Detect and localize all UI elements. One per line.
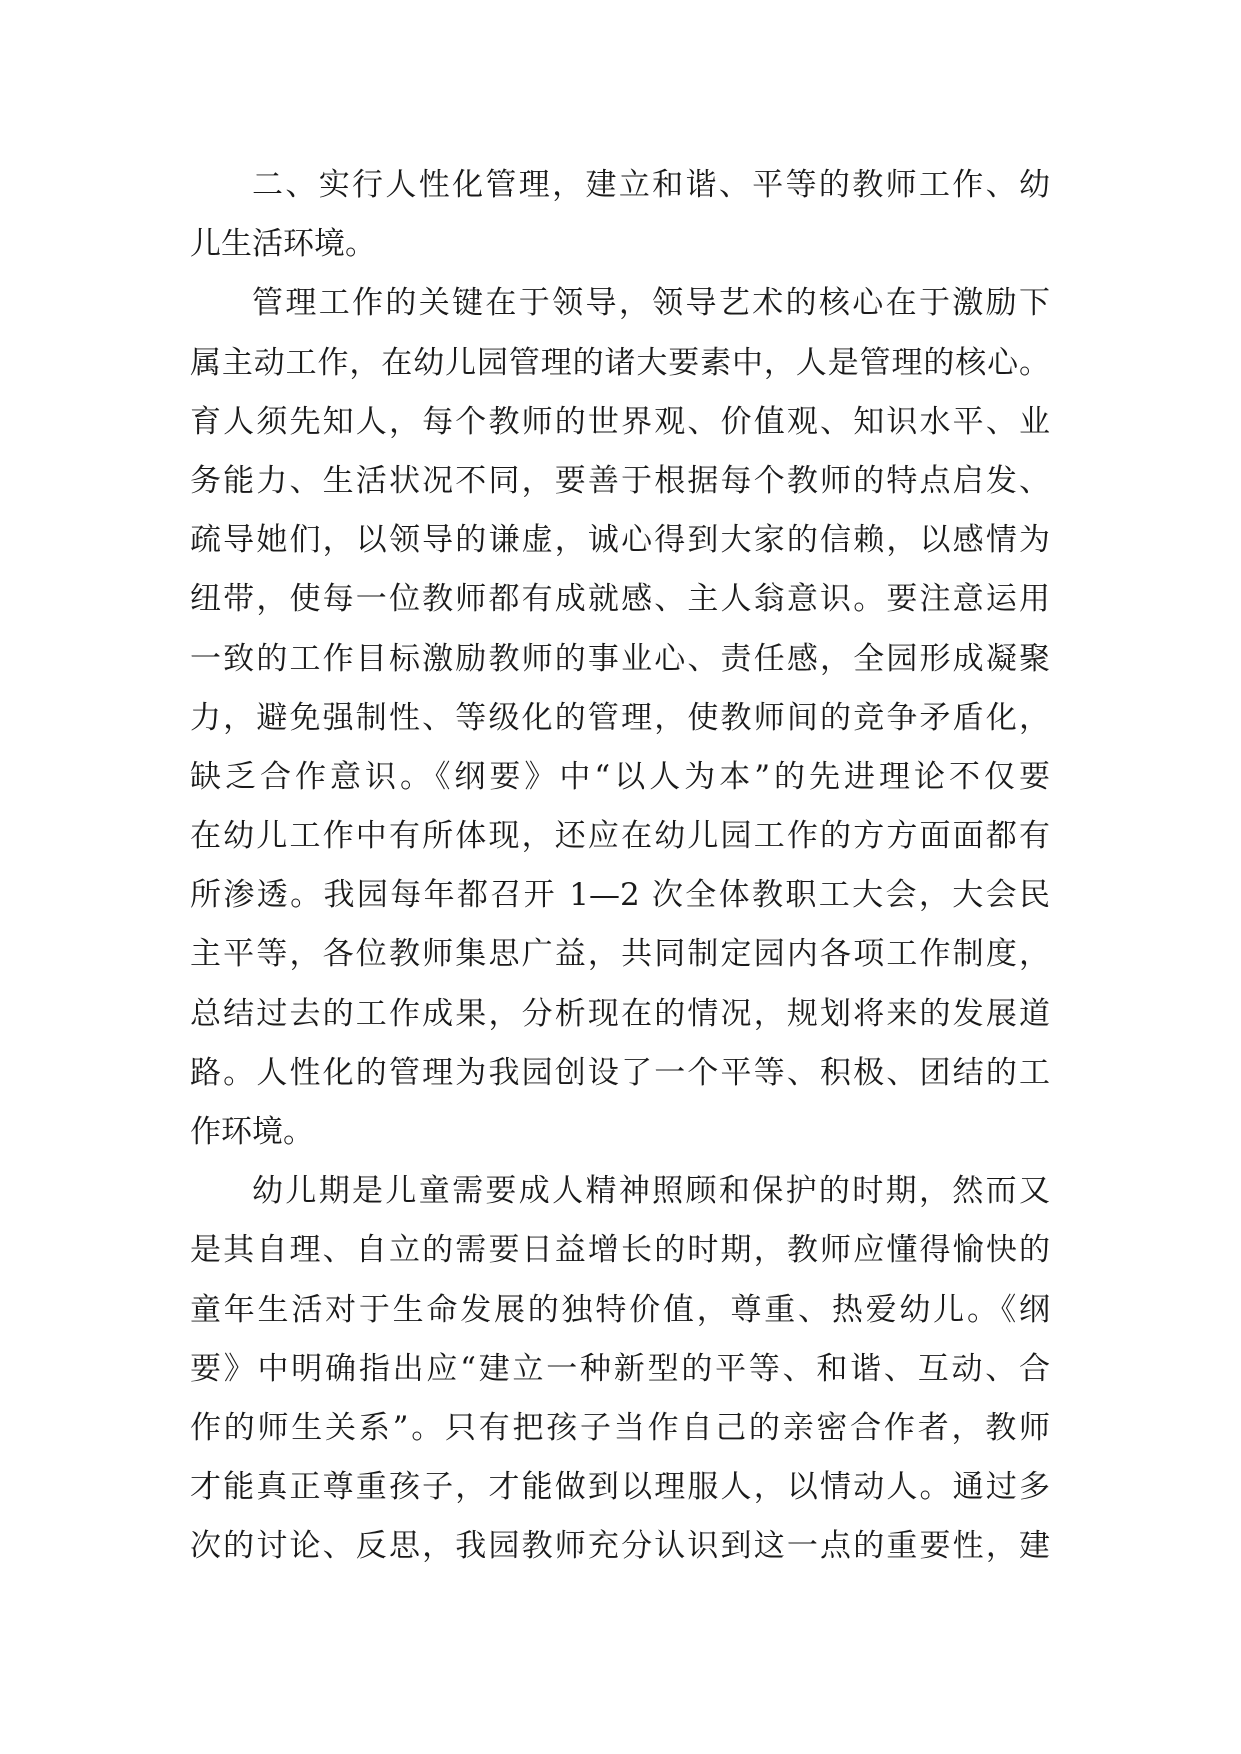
paragraph [190,274,1050,1162]
text-line: 所渗透。我园每年都召开 1—2 次全体教职工大会，大会民 [190,877,1050,914]
text-line: 作环境。 [190,1114,314,1150]
text-line: 在幼儿工作中有所体现，还应在幼儿园工作的方方面面都有 [190,818,1050,855]
text-line: 次的讨论、反思，我园教师充分认识到这一点的重要性，建 [190,1528,1050,1565]
text-line: 儿生活环境。 [190,226,376,263]
text-line: 缺乏合作意识。《纲要》中“以人为本”的先进理论不仅要 [190,758,1050,795]
text-line: 是其自理、自立的需要日益增长的时期，教师应懂得愉快的 [190,1232,1050,1269]
text-line: 务能力、生活状况不同，要善于根据每个教师的特点启发、 [190,462,1050,499]
text-line: 要》中明确指出应“建立一种新型的平等、和谐、互动、合 [190,1350,1050,1387]
text-line: 一致的工作目标激励教师的事业心、责任感，全园形成凝聚 [190,640,1050,677]
text-line: 属主动工作，在幼儿园管理的诸大要素中，人是管理的核心。 [190,344,1050,381]
text-line: 童年生活对于生命发展的独特价值，尊重、热爱幼儿。《纲 [190,1291,1050,1328]
text-line: 管理工作的关键在于领导，领导艺术的核心在于激励下 [252,285,1050,322]
text-line: 主平等，各位教师集思广益，共同制定园内各项工作制度， [190,936,1050,973]
text-line: 二、实行人性化管理，建立和谐、平等的教师工作、幼 [252,167,1050,203]
text-line: 力，避免强制性、等级化的管理，使教师间的竞争矛盾化， [190,699,1050,736]
text-line: 育人须先知人，每个教师的世界观、价值观、知识水平、业 [190,403,1050,440]
text-line: 才能真正尊重孩子，才能做到以理服人，以情动人。通过多 [190,1469,1050,1506]
text-line: 总结过去的工作成果，分析现在的情况，规划将来的发展道 [190,995,1050,1032]
text-line: 纽带，使每一位教师都有成就感、主人翁意识。要注意运用 [190,581,1050,618]
text-line: 疏导她们，以领导的谦虚，诚心得到大家的信赖，以感情为 [190,522,1050,559]
paragraph [190,156,1050,274]
paragraph [190,1162,1050,1576]
text-line: 作的师生关系”。只有把孩子当作自己的亲密合作者，教师 [190,1409,1050,1446]
text-line: 路。人性化的管理为我园创设了一个平等、积极、团结的工 [190,1054,1050,1091]
document-body [190,156,1050,1577]
text-line: 幼儿期是儿童需要成人精神照顾和保护的时期，然而又 [252,1173,1050,1210]
